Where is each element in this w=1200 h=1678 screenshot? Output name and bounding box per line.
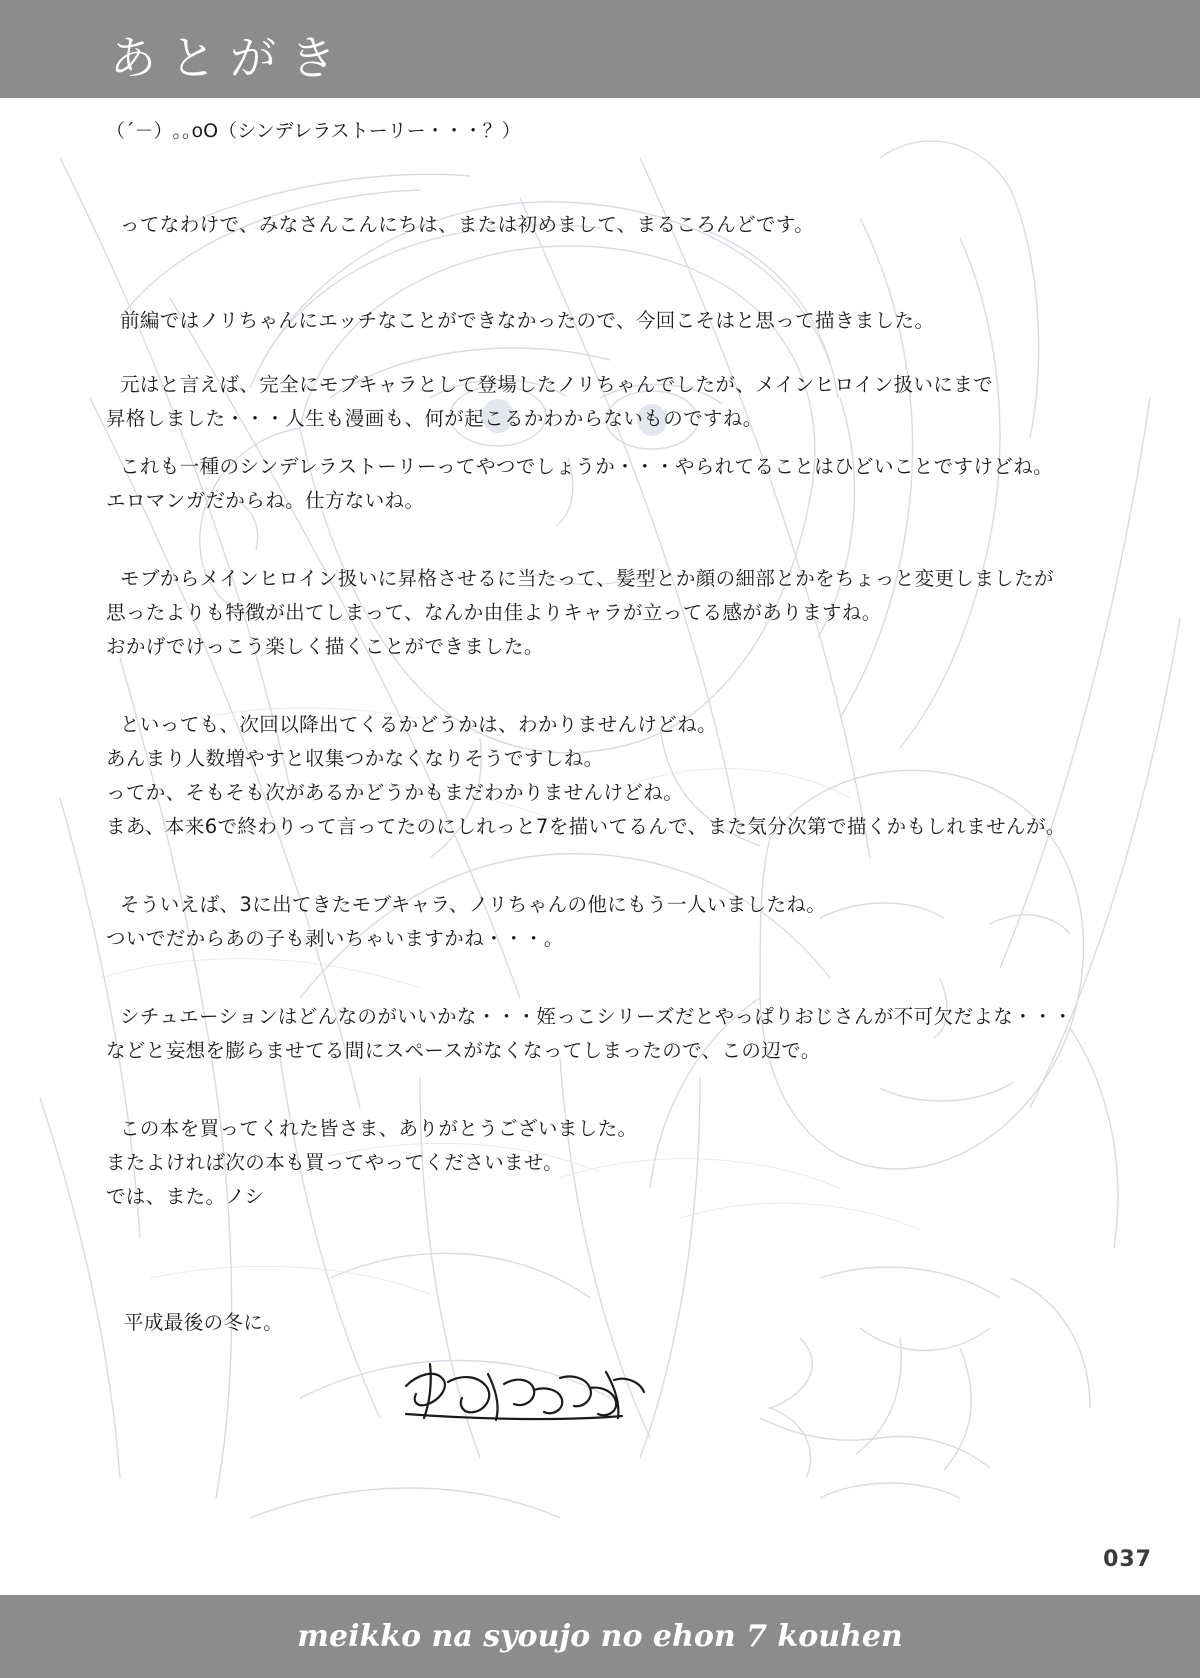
closing-date: 平成最後の冬に。 [124, 1311, 284, 1334]
paragraph-line: おかげでけっこう楽しく描くことができました。 [106, 635, 544, 658]
paragraph-line: では、また。ノシ [106, 1185, 265, 1208]
paragraph-line: ついでだからあの子も剥いちゃいますかね・・・。 [106, 927, 564, 950]
footer-bar [0, 1595, 1200, 1678]
paragraph-line: ってなわけで、みなさんこんにちは、または初めまして、まるころんどです。 [120, 213, 815, 236]
page-title: あとがき [110, 31, 350, 85]
paragraph-line: この本を買ってくれた皆さま、ありがとうございました。 [120, 1117, 638, 1140]
paragraph-line: 元はと言えば、完全にモブキャラとして登場したノリちゃんでしたが、メインヒロイン扱いにまで [120, 373, 994, 396]
paragraph-line: そういえば、3に出てきたモブキャラ、ノリちゃんの他にもう一人いましたね。 [120, 893, 827, 916]
signature-mark [400, 1356, 660, 1436]
paragraph-line: シチュエーションはどんなのがいいかな・・・姪っこシリーズだとやっぱりおじさんが不可欠だよな・・・ [120, 1005, 1073, 1028]
paragraph-line: またよければ次の本も買ってやってくださいませ。 [106, 1151, 564, 1174]
paragraph-line: ってか、そもそも次があるかどうかもまだわかりませんけどね。 [106, 781, 684, 804]
paragraph-line: 昇格しました・・・人生も漫画も、何が起こるかわからないものですね。 [106, 407, 763, 430]
footer-title: meikko na syoujo no ehon 7 kouhen [297, 1619, 903, 1654]
paragraph-line: などと妄想を膨らませてる間にスペースがなくなってしまったので、この辺で。 [106, 1039, 821, 1062]
afterword-text-block [106, 98, 1106, 1340]
paragraph-line: これも一種のシンデレラストーリーってやつでしょうか・・・やられてることはひどいことですけどね。 [120, 455, 1054, 478]
paragraph-line: エロマンガだからね。仕方ないね。 [106, 489, 425, 512]
paragraph-line: といっても、次回以降出てくるかどうかは、わかりませんけどね。 [120, 713, 718, 736]
paragraph-line: あんまり人数増やすと収集つかなくなりそうですしね。 [106, 747, 604, 770]
afterword-content [0, 98, 1200, 1595]
page-number: 037 [1103, 1547, 1152, 1572]
paragraph-line: モブからメインヒロイン扱いに昇格させるに当たって、髪型とか顔の細部とかをちょっと変更しましたが [120, 567, 1054, 590]
emoticon-line: （´－）｡｡oO（シンデレラストーリー・・・？） [106, 120, 521, 142]
paragraph-line: まあ、本来6で終わりって言ってたのにしれっと7を描いてるんで、また気分次第で描くかもしれませんが。 [106, 815, 1066, 838]
paragraph-line: 前編ではノリちゃんにエッチなことができなかったので、今回こそはと思って描きました。 [120, 309, 935, 332]
paragraph-line: 思ったよりも特徴が出てしまって、なんか由佳よりキャラが立ってる感がありますね。 [106, 601, 882, 624]
header-bar [0, 0, 1200, 98]
